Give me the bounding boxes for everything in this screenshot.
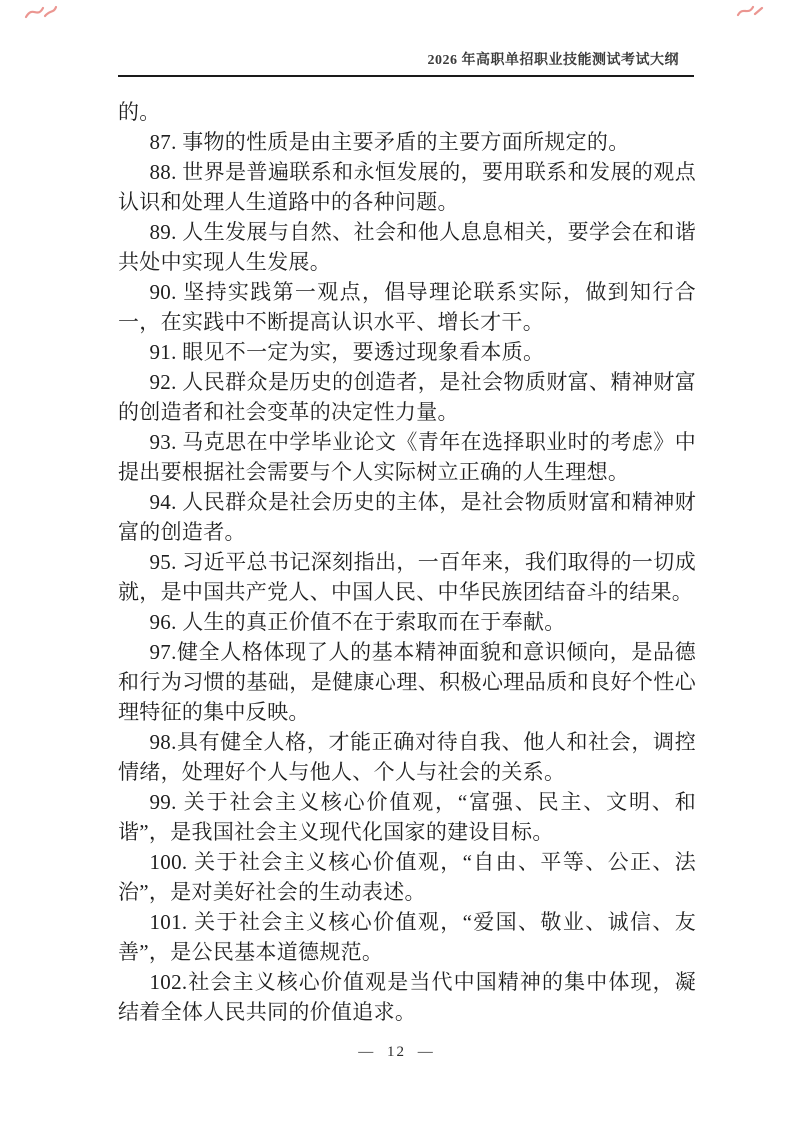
list-item-98: 98.具有健全人格，才能正确对待自我、他人和社会，调控情绪，处理好个人与他人、个人与社会的关系。 xyxy=(118,730,696,784)
list-item-88: 88. 世界是普遍联系和永恒发展的，要用联系和发展的观点认识和处理人生道路中的各种问题。 xyxy=(118,160,696,214)
list-item-101: 101. 关于社会主义核心价值观，“爱国、敬业、诚信、友善”，是公民基本道德规范。 xyxy=(118,910,696,964)
list-item-96: 96. 人生的真正价值不在于索取而在于奉献。 xyxy=(149,610,566,634)
document-body xyxy=(118,97,696,1027)
list-item-95: 95. 习近平总书记深刻指出，一百年来，我们取得的一切成就，是中国共产党人、中国人民、中华民族团结奋斗的结果。 xyxy=(118,550,696,604)
paragraph-continuation: 的。 xyxy=(118,100,161,124)
red-scribble-mark-left xyxy=(24,4,58,25)
list-item-90: 90. 坚持实践第一观点，倡导理论联系实际，做到知行合一，在实践中不断提高认识水平、增长才干。 xyxy=(118,280,696,334)
red-scribble-mark-right xyxy=(736,4,764,23)
list-item-92: 92. 人民群众是历史的创造者，是社会物质财富、精神财富的创造者和社会变革的决定性力量。 xyxy=(118,370,696,424)
page-header-title: 2026 年高职单招职业技能测试考试大纲 xyxy=(427,53,679,68)
list-item-102: 102.社会主义核心价值观是当代中国精神的集中体现，凝结着全体人民共同的价值追求。 xyxy=(118,970,696,1024)
list-item-97: 97.健全人格体现了人的基本精神面貌和意识倾向，是品德和行为习惯的基础，是健康心理、积极心理品质和良好个性心理特征的集中反映。 xyxy=(118,640,696,724)
list-item-94: 94. 人民群众是社会历史的主体，是社会物质财富和精神财富的创造者。 xyxy=(118,490,696,544)
header-rule xyxy=(118,75,694,77)
list-item-100: 100. 关于社会主义核心价值观，“自由、平等、公正、法治”，是对美好社会的生动表述。 xyxy=(118,850,696,904)
list-item-89: 89. 人生发展与自然、社会和他人息息相关，要学会在和谐共处中实现人生发展。 xyxy=(118,220,696,274)
list-item-93: 93. 马克思在中学毕业论文《青年在选择职业时的考虑》中提出要根据社会需要与个人实际树立正确的人生理想。 xyxy=(118,430,696,484)
page-number: — 12 — xyxy=(358,1044,435,1060)
list-item-99: 99. 关于社会主义核心价值观，“富强、民主、文明、和谐”，是我国社会主义现代化国家的建设目标。 xyxy=(118,790,696,844)
list-item-91: 91. 眼见不一定为实，要透过现象看本质。 xyxy=(149,340,545,364)
list-item-87: 87. 事物的性质是由主要矛盾的主要方面所规定的。 xyxy=(149,130,630,154)
